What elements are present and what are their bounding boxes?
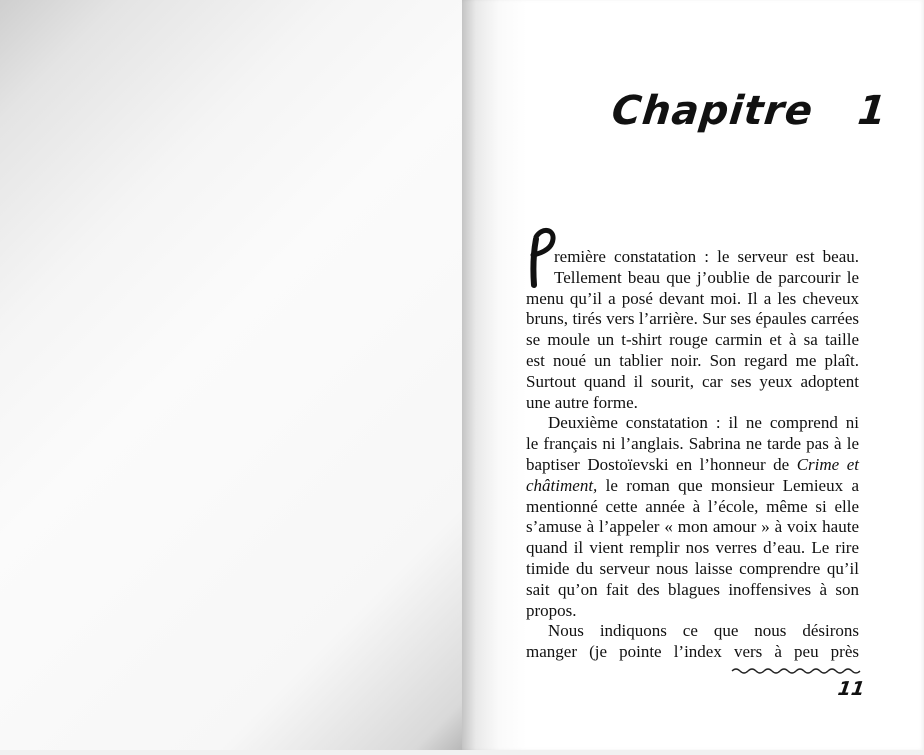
- text-line-20: manger (je pointe l’index vers à peu près: [526, 642, 859, 662]
- text-line-1: remière constatation : le serveur est beau.: [554, 247, 859, 266]
- text-line-3: menu qu’il a posé devant moi. Il a les cheveux: [526, 288, 859, 308]
- drop-cap-p: [520, 210, 556, 289]
- text-line-16: timide du serveur nous laisse comprendre qu’il: [526, 558, 859, 578]
- book-title-italic-1: Crime et: [796, 454, 859, 474]
- text-line-5: se moule un t-shirt rouge carmin et à sa taille: [526, 330, 859, 350]
- body-text: [520, 210, 859, 663]
- text-line-11: [526, 455, 859, 476]
- text-line-6: est noué un tablier noir. Son regard me plaît.: [526, 350, 859, 370]
- chapter-title: [609, 88, 890, 134]
- text-line-13: mentionné cette année à l’école, même si elle: [526, 496, 859, 516]
- text-line-7: Surtout quand il sourit, car ses yeux adoptent: [526, 371, 859, 391]
- text-line-17: sait qu’on fait des blagues inoffensives à son: [526, 579, 859, 599]
- chapter-number: 1: [855, 88, 890, 134]
- text-line-12: [526, 476, 859, 497]
- text-line-4: bruns, tirés vers l’arrière. Sur ses épaules carrées: [526, 309, 859, 329]
- right-page: [462, 0, 924, 750]
- svg-text:P: P: [520, 210, 530, 229]
- chapter-word: Chapitre: [609, 88, 816, 134]
- text-line-8: une autre forme.: [526, 392, 638, 412]
- text-line-9: Deuxième constatation : il ne comprend ni: [548, 413, 859, 433]
- text-line-18: propos.: [526, 600, 577, 620]
- text-line-14: s’amuse à l’appeler « mon amour » à voix haute: [526, 517, 859, 537]
- text-line-19: Nous indiquons ce que nous désirons: [548, 621, 859, 641]
- text-line-12-roman: le roman que monsieur Lemieux a: [605, 475, 859, 495]
- text-line-15: quand il vient remplir nos verres d’eau. Le rire: [526, 538, 859, 558]
- book-title-italic-2: châtiment,: [526, 475, 598, 495]
- text-line-11-roman: baptiser Dostoïevski en l’honneur de: [526, 454, 790, 474]
- decorative-squiggle: [732, 666, 862, 676]
- text-line-2: Tellement beau que j’oublie de parcourir le: [554, 267, 859, 287]
- page-number: 11: [836, 678, 866, 700]
- left-page-blank: [0, 0, 462, 750]
- text-line-10: le français ni l’anglais. Sabrina ne tarde pas à le: [526, 434, 859, 454]
